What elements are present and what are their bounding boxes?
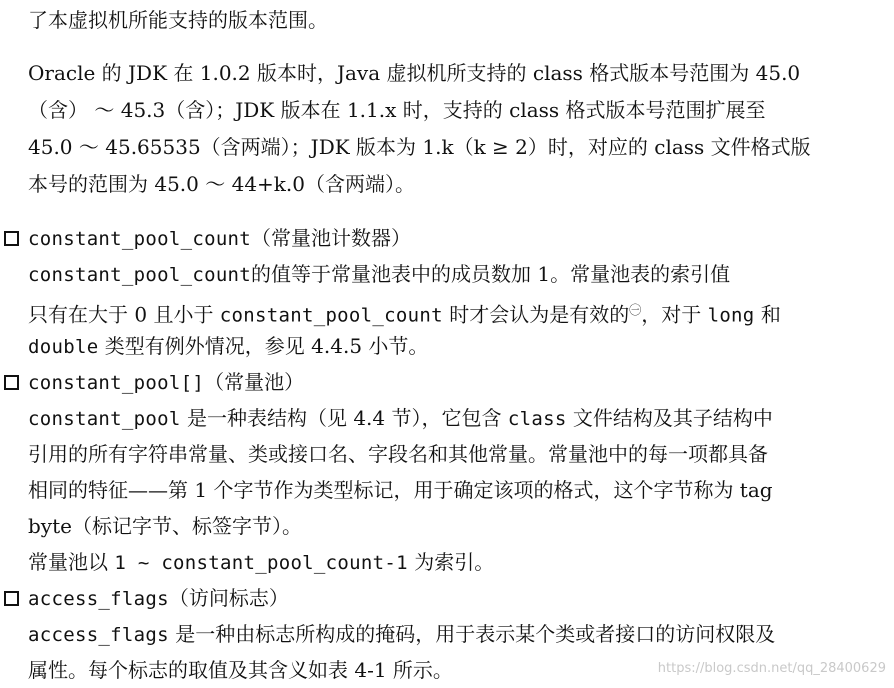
watermark: https://blog.csdn.net/qq_28400629: [657, 661, 886, 676]
text-span: ，对于: [641, 302, 708, 327]
code-access-flags: access_flags: [28, 588, 169, 610]
code-double: double: [28, 336, 99, 358]
code-constant-pool-count: constant_pool_count: [28, 264, 252, 286]
text-span: 为索引。: [407, 550, 495, 574]
oracle-paragraph-line-3: 45.0 ～ 45.65535（含两端）；JDK 版本为 1.k（k ≥ 2）时，对应的 class 文件格式版: [28, 135, 811, 159]
item-title-constant-pool: [28, 364, 304, 400]
cp-count-line-3: [28, 328, 428, 364]
code-long: long: [707, 304, 755, 327]
text-span: 文件结构及其子结构中: [566, 406, 773, 430]
footnote-marker: ㊀: [629, 303, 642, 317]
oracle-paragraph-line-2: （含） ～ 45.3（含）；JDK 版本在 1.1.x 时，支持的 class 格式版本号范围扩展至: [28, 98, 766, 122]
item-title-suffix: （常量池计数器）: [251, 226, 412, 250]
code-constant-pool-count: constant_pool_count: [28, 228, 252, 250]
code-index-range: 1 ~ constant_pool_count-1: [114, 552, 408, 574]
af-line-1: [28, 616, 775, 652]
code-constant-pool: constant_pool: [28, 408, 181, 430]
af-line-2: 属性。每个标志的取值及其含义如表 4-1 所示。: [28, 658, 453, 682]
checkbox-bullet-icon: [4, 231, 19, 246]
item-title-suffix: （常量池）: [204, 370, 305, 394]
cp-line-2: 引用的所有字符串常量、类或接口名、字段名和其他常量。常量池中的每一项都具备: [28, 442, 768, 466]
cp-line-3: 相同的特征——第 1 个字节作为类型标记，用于确定该项的格式，这个字节称为 tag: [28, 478, 773, 502]
text-span: 时才会认为是有效的: [442, 302, 630, 327]
item-title-constant-pool-count: [28, 220, 411, 256]
checkbox-bullet-icon: [4, 591, 19, 606]
code-constant-pool-array: constant_pool[]: [28, 372, 205, 394]
oracle-paragraph-line-1: Oracle 的 JDK 在 1.0.2 版本时，Java 虚拟机所支持的 class 格式版本号范围为 45.0: [28, 61, 801, 85]
item-title-suffix: （访问标志）: [168, 586, 289, 610]
text-span: 类型有例外情况，参见 4.4.5 小节。: [98, 334, 429, 358]
item-title-access-flags: [28, 580, 289, 616]
checkbox-bullet-icon: [4, 375, 19, 390]
cp-line-1: [28, 400, 773, 436]
intro-line: 了本虚拟机所能支持的版本范围。: [28, 8, 328, 32]
cp-count-line-2: [28, 292, 781, 328]
code-constant-pool-count: constant_pool_count: [219, 304, 443, 327]
cp-line-4: byte（标记字节、标签字节）。: [28, 514, 302, 538]
code-class: class: [507, 408, 567, 430]
cp-line-5: [28, 544, 494, 580]
text-span: 常量池以: [28, 550, 115, 574]
text-span: 的值等于常量池表中的成员数加 1。常量池表的索引值: [251, 262, 731, 286]
oracle-paragraph-line-4: 本号的范围为 45.0 ～ 44+k.0（含两端）。: [28, 172, 416, 196]
text-span: 和: [754, 302, 781, 327]
text-span: 只有在大于 0 且小于: [28, 302, 220, 327]
code-access-flags: access_flags: [28, 624, 169, 646]
cp-count-line-1: [28, 256, 730, 292]
text-span: 是一种表结构（见 4.4 节），它包含: [180, 406, 508, 430]
text-span: 是一种由标志所构成的掩码，用于表示某个类或者接口的访问权限及: [168, 622, 776, 646]
